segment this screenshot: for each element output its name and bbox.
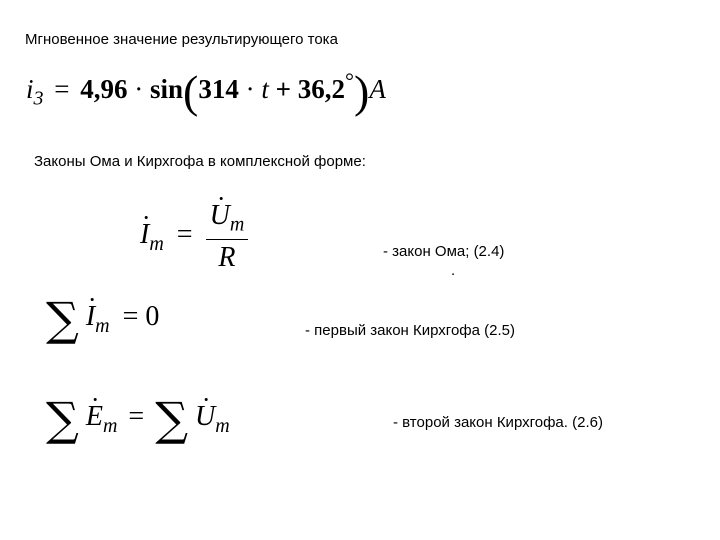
sum-symbol: ∑ (46, 292, 79, 346)
voltage-phasor-subscript-k2: m (215, 415, 230, 438)
voltage-phasor-symbol: U (209, 200, 230, 231)
current-subscript: 3 (33, 87, 44, 110)
emf-phasor-symbol: E (85, 401, 103, 433)
current-phasor-symbol-k1: I (85, 301, 96, 333)
sum-symbol-1: ∑ (46, 392, 79, 446)
ohm-fraction (206, 200, 249, 274)
time-symbol: t (261, 74, 269, 104)
amplitude-value: 4,96 (80, 74, 128, 104)
kirchhoff-first-caption: - первый закон Кирхгофа (2.5) (305, 322, 515, 339)
ohm-law-caption-dot: . (451, 262, 456, 279)
formula-ohm-law (140, 200, 248, 274)
formula-instant-current (26, 65, 386, 117)
current-phasor-subscript-k1: m (95, 315, 110, 338)
current-phasor-symbol: I (140, 219, 150, 251)
kirchhoff-second-caption: - второй закон Кирхгофа. (2.6) (393, 414, 603, 431)
formula-kirchhoff-first (46, 292, 160, 346)
degree-sign: ° (345, 68, 355, 93)
ohm-numerator (206, 200, 249, 240)
heading-instant-value: Мгновенное значение результирующего тока (25, 31, 338, 48)
kirchhoff2-equals: = (128, 401, 145, 433)
sin-function: sin (150, 74, 184, 104)
voltage-phasor-subscript: m (229, 213, 245, 236)
unit-ampere: A (369, 74, 386, 104)
current-phasor-subscript: m (149, 232, 164, 255)
voltage-phasor-symbol-k2: U (195, 401, 216, 433)
open-paren: ( (183, 65, 199, 117)
close-paren: ) (354, 65, 370, 117)
sum-symbol-2: ∑ (155, 392, 189, 446)
kirchhoff1-equals-zero: = 0 (122, 301, 160, 333)
formula-kirchhoff-second (46, 392, 230, 446)
multiply-dot-2: · (245, 74, 255, 104)
ohm-equals: = (176, 219, 193, 251)
multiply-dot: · (134, 74, 144, 104)
plus-sign: + (275, 74, 292, 104)
omega-value: 314 (198, 74, 239, 104)
resistance-symbol: R (218, 241, 236, 273)
heading-laws: Законы Ома и Кирхгофа в комплексной форме: (34, 153, 366, 170)
equals-sign: = (54, 74, 70, 104)
emf-phasor-subscript: m (102, 415, 118, 438)
ohm-law-caption: - закон Ома; (2.4) (383, 243, 505, 260)
phase-value: 36,2 (297, 74, 346, 104)
current-symbol: i (26, 74, 34, 104)
